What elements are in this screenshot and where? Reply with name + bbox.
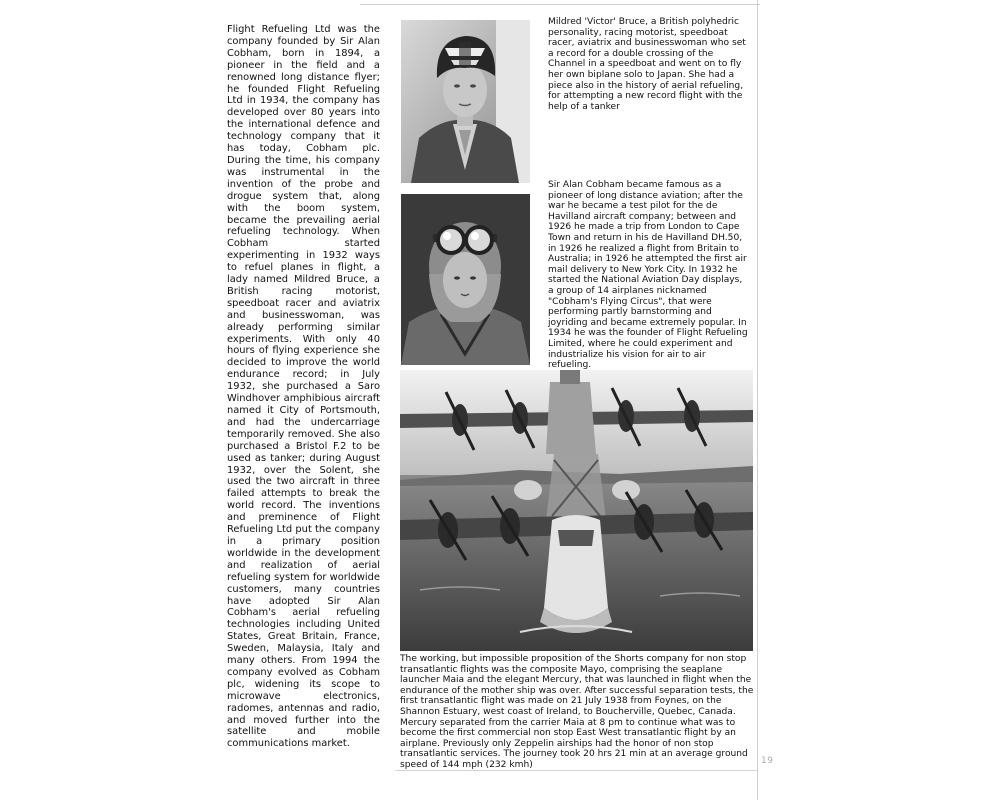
right-margin-rule bbox=[757, 0, 758, 800]
alan-cobham-photo bbox=[401, 194, 530, 365]
article-body: Flight Refueling Ltd was the company founded by Sir Alan Cobham, born in 1894, a pioneer in the field and a renowned long distance flyer; he founded Flight Refueling Ltd in 1934, the company has developed over 80 years into the international defence and technology company that it has today, Cobham plc. During the time, his company was instrumental in the invention of the probe and drogue system that, along with the boom system, became the prevailing aerial refueling technology. When Cobham started experimenting in 1932 ways to refuel planes in flight, a lady named Mildred Bruce, a British racing motorist, speedboat racer and aviatrix and businesswoman, was already performing similar experiments. With only 40 hours of flying experience she decided to improve the world endurance record; in July 1932, she purchased a Saro Windhover amphibious aircraft named it City of Portsmouth, and had the undercarriage temporarily removed. She also purchased a Bristol F.2 to be used as tanker; during August 1932, over the Solent, she used the two aircraft in three failed attempts to break the world record. The inventions and preminence of Flight Refueling Ltd put the company in a primary position worldwide in the development and realization of aerial refueling system for worldwide customers, many countries have adopted Sir Alan Cobham's aerial refueling technologies including United States, Great Britain, France, Sweden, Malaysia, Italy and many others. From 1994 the company evolved as Cobham plc, widening its scope to microwave electronics, radomes, antennas and radio, and moved further into the satellite and mobile communications market. bbox=[227, 24, 380, 750]
mildred-bruce-caption: Mildred 'Victor' Bruce, a British polyhedric personality, racing motorist, speedboat racer, aviatrix and businesswoman who set a record for a double crossing of the Channel in a speedboat and went on to fly her own biplane solo to Japan. She had a piece also in the history of aerial refueling, for attempting a new record flight with the help of a tanker bbox=[548, 17, 746, 112]
page-number: 19 bbox=[761, 756, 774, 766]
short-mayo-caption: The working, but impossible proposition of the Shorts company for non stop transatlantic flights was the composite Mayo, comprising the seaplane launcher Maia and the elegant Mercury, that was launched in flight when the endurance of the mother ship was over. After successful separation tests, the first transatlantic flight was made on 21 July 1938 from Foynes, on the Shannon Estuary, west coast of Ireland, to Boucherville, Quebec, Canada. Mercury separated from the carrier Maia at 8 pm to continue what was to become the first commercial non stop East West transatlantic flight by an airplane. Previously only Zeppelin airships had the honor of non stop transatlantic services. The journey took 20 hrs 21 min at an average ground speed of 144 mph (232 kmh) bbox=[400, 654, 754, 770]
top-rule bbox=[360, 4, 760, 5]
mildred-bruce-photo bbox=[401, 20, 530, 183]
alan-cobham-caption: Sir Alan Cobham became famous as a pioneer of long distance aviation; after the war he became a test pilot for the de Havilland aircraft company; between and 1926 he made a trip from London to Cape Town and return in his de Havilland DH.50, in 1926 he realized a flight from Britain to Australia; in 1926 he attempted the first air mail delivery to New York City. In 1932 he started the National Aviation Day displays, a group of 14 airplanes nicknamed "Cobham's Flying Circus", that were performing partly barnstorming and joyriding and became extremely popular. In 1934 he was the founder of Flight Refueling Limited, where he could experiment and industrialize his vision for air to air refueling. bbox=[548, 180, 748, 371]
short-mayo-composite-photo bbox=[400, 370, 753, 651]
